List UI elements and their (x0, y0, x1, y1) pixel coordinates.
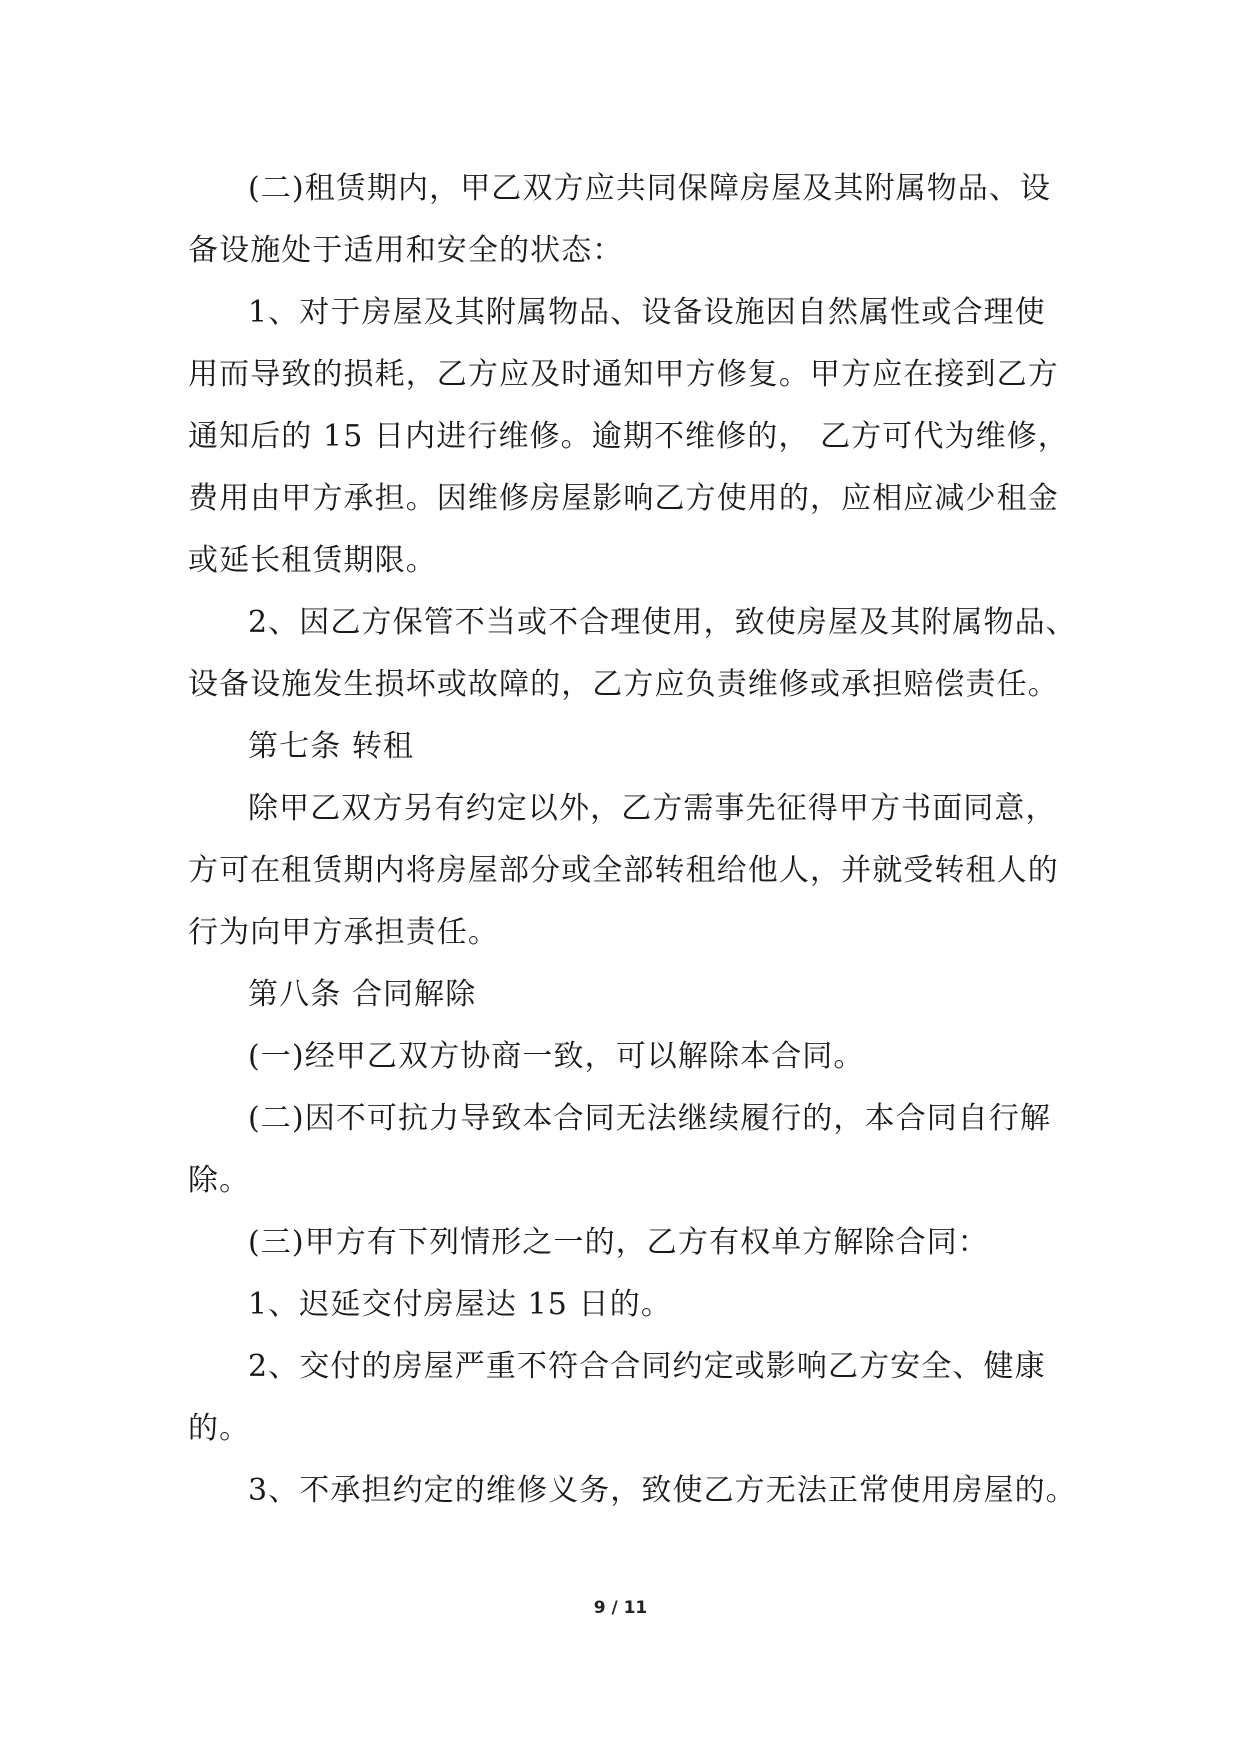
paragraph-line: (二)租赁期内，甲乙双方应共同保障房屋及其附属物品、设 (248, 171, 1052, 206)
paragraph-line: 的。 (188, 1411, 251, 1446)
paragraph-line: (二)因不可抗力导致本合同无法继续履行的，本合同自行解 (248, 1101, 1052, 1136)
section-heading: 第八条 合同解除 (248, 977, 477, 1012)
paragraph-line: 1、迟延交付房屋达 15 日的。 (248, 1287, 672, 1322)
paragraph-line: 3、不承担约定的维修义务，致使乙方无法正常使用房屋的。 (248, 1473, 1077, 1508)
paragraph-line: (三)甲方有下列情形之一的，乙方有权单方解除合同： (248, 1225, 989, 1260)
paragraph-line: 备设施处于适用和安全的状态： (188, 233, 624, 268)
paragraph-line: 用而导致的损耗，乙方应及时通知甲方修复。甲方应在接到乙方 (188, 357, 1059, 392)
paragraph-line: 1、对于房屋及其附属物品、设备设施因自然属性或合理使 (248, 295, 1046, 330)
document-body (188, 158, 1077, 1522)
paragraph-line: 2、因乙方保管不当或不合理使用，致使房屋及其附属物品、 (248, 605, 1077, 640)
paragraph-line: 设备设施发生损坏或故障的，乙方应负责维修或承担赔偿责任。 (188, 667, 1059, 702)
paragraph-line: 费用由甲方承担。因维修房屋影响乙方使用的，应相应减少租金 (188, 481, 1059, 516)
paragraph-line: 通知后的 15 日内进行维修。逾期不维修的， 乙方可代为维修， (188, 419, 1069, 454)
page-number: 9 / 11 (593, 1598, 648, 1618)
paragraph-line: (一)经甲乙双方协商一致，可以解除本合同。 (248, 1039, 865, 1074)
paragraph-line: 或延长租赁期限。 (188, 543, 437, 578)
paragraph-line: 除甲乙双方另有约定以外，乙方需事先征得甲方书面同意， (248, 791, 1057, 826)
paragraph-line: 2、交付的房屋严重不符合合同约定或影响乙方安全、健康 (248, 1349, 1046, 1384)
section-heading: 第七条 转租 (248, 729, 415, 764)
paragraph-line: 行为向甲方承担责任。 (188, 915, 499, 950)
paragraph-line: 除。 (188, 1163, 251, 1198)
paragraph-line: 方可在租赁期内将房屋部分或全部转租给他人，并就受转租人的 (188, 853, 1059, 888)
